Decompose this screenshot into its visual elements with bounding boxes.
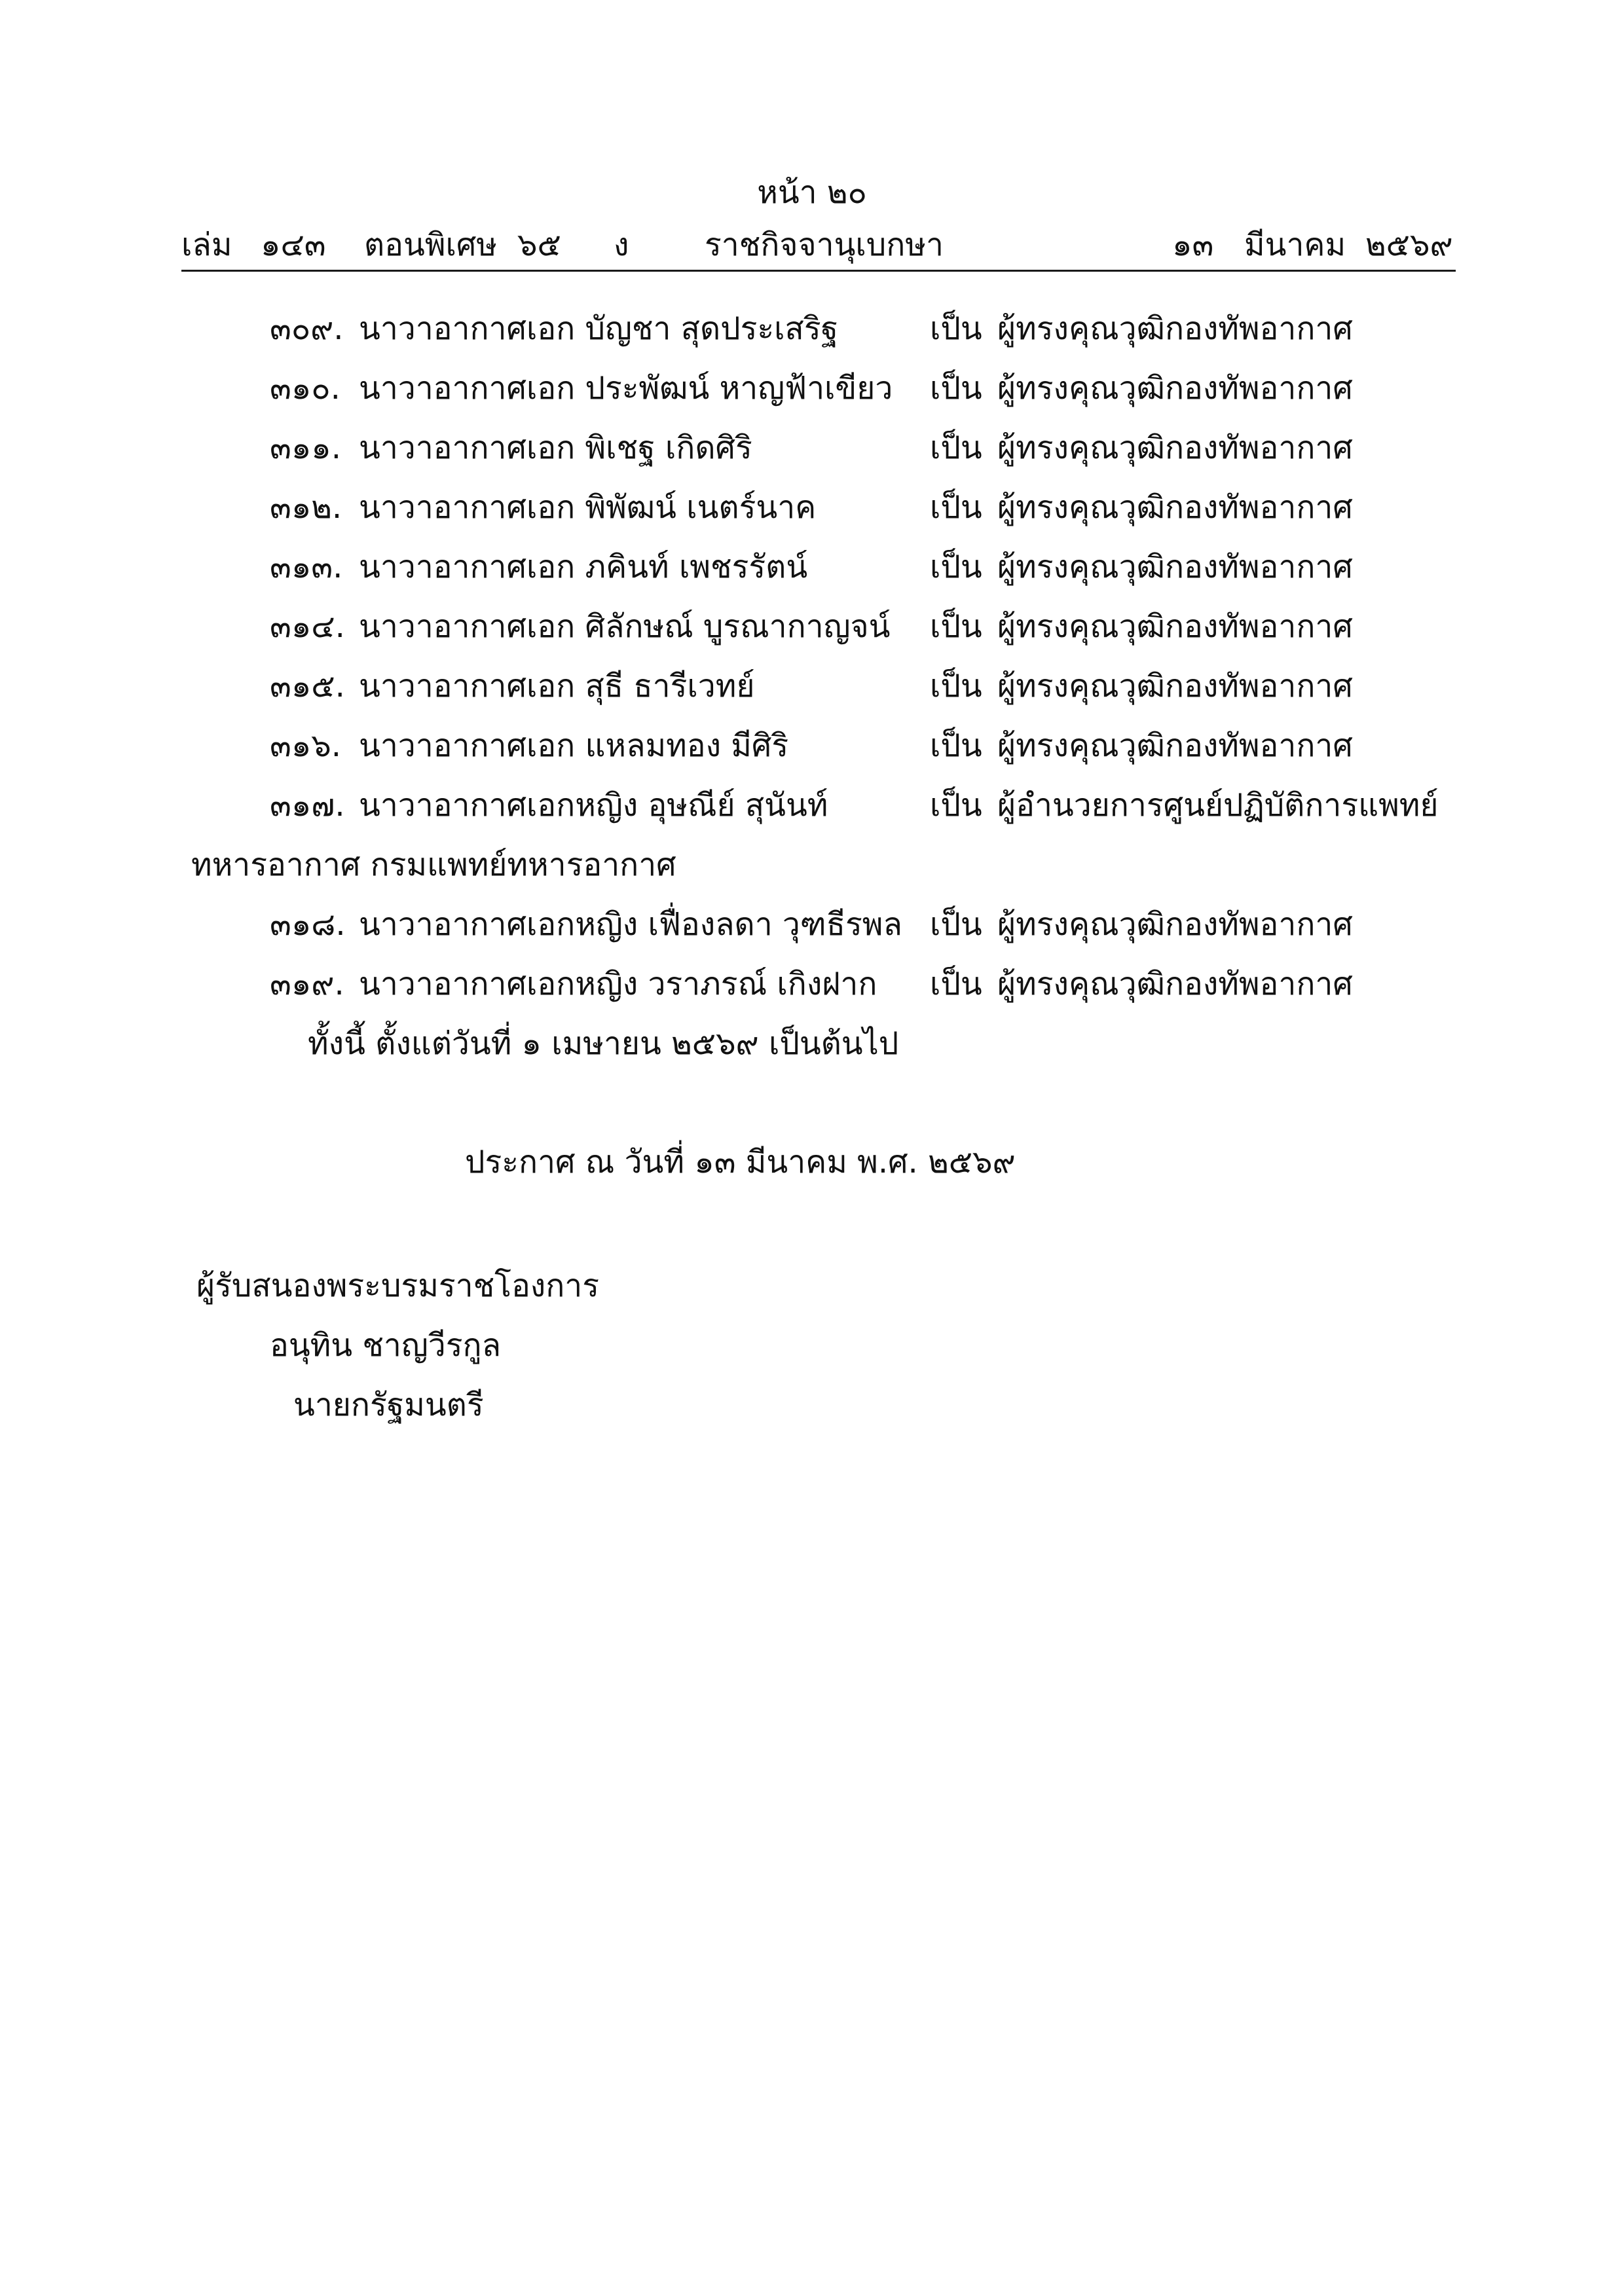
- header-date-month: มีนาคม: [1244, 227, 1346, 263]
- entry-as: เป็น: [930, 489, 982, 526]
- entry-position: ผู้ทรงคุณวุฒิกองทัพอากาศ: [997, 966, 1353, 1002]
- effective-date-clause: ทั้งนี้ ตั้งแต่วันที่ ๑ เมษายน ๒๕๖๙ เป็นต้นไป: [308, 1025, 899, 1062]
- entry-position: ผู้ทรงคุณวุฒิกองทัพอากาศ: [997, 549, 1353, 585]
- list-item: [0, 963, 1624, 1005]
- volume-label: เล่ม: [181, 227, 232, 263]
- section-letter: ง: [614, 227, 629, 263]
- entry-name: นาวาอากาศเอกหญิง อุษณีย์ สุนันท์: [359, 787, 828, 824]
- entry-name: นาวาอากาศเอกหญิง วราภรณ์ เกิงฝาก: [359, 966, 877, 1002]
- entry-position: ผู้อำนวยการศูนย์ปฏิบัติการแพทย์: [997, 787, 1439, 824]
- entry-position: ผู้ทรงคุณวุฒิกองทัพอากาศ: [997, 310, 1353, 347]
- entry-position: ผู้ทรงคุณวุฒิกองทัพอากาศ: [997, 608, 1353, 645]
- entry-number: ๓๑๑.: [270, 429, 342, 466]
- publication-name: ราชกิจจานุเบกษา: [705, 227, 944, 263]
- entry-number: ๓๑๔.: [270, 608, 345, 645]
- entry-number: ๓๑๙.: [270, 966, 344, 1002]
- entry-name: นาวาอากาศเอกหญิง เฟื่องลดา วุฑธีรพล: [359, 906, 902, 943]
- entry-continuation: ทหารอากาศ กรมแพทย์ทหารอากาศ: [191, 847, 676, 883]
- entry-name: นาวาอากาศเอก ศิลักษณ์ บูรณากาญจน์: [359, 608, 891, 645]
- entry-position: ผู้ทรงคุณวุฒิกองทัพอากาศ: [997, 489, 1353, 526]
- entry-number: ๓๑๓.: [270, 549, 343, 585]
- entry-number: ๓๑๖.: [270, 727, 342, 764]
- entry-as: เป็น: [930, 668, 982, 704]
- list-item: [0, 367, 1624, 409]
- entry-as: เป็น: [930, 370, 982, 407]
- list-item: [0, 784, 1624, 826]
- entry-position: ผู้ทรงคุณวุฒิกองทัพอากาศ: [997, 906, 1353, 943]
- entry-name: นาวาอากาศเอก พิเชฐ เกิดศิริ: [359, 429, 752, 466]
- entry-position: ผู้ทรงคุณวุฒิกองทัพอากาศ: [997, 429, 1353, 466]
- header-date-year: ๒๕๖๙: [1365, 227, 1453, 263]
- signatory-title: นายกรัฐมนตรี: [293, 1387, 484, 1423]
- list-item: [0, 308, 1624, 350]
- entry-name: นาวาอากาศเอก ประพัฒน์ หาญฟ้าเขียว: [359, 370, 893, 407]
- volume-number: ๑๔๓: [261, 227, 326, 263]
- entry-as: เป็น: [930, 787, 982, 824]
- entry-name: นาวาอากาศเอก แหลมทอง มีศิริ: [359, 727, 789, 764]
- list-item: [0, 725, 1624, 767]
- issue-label: ตอนพิเศษ: [364, 227, 497, 263]
- entry-position: ผู้ทรงคุณวุฒิกองทัพอากาศ: [997, 668, 1353, 704]
- entry-name: นาวาอากาศเอก สุธี ธารีเวทย์: [359, 668, 755, 704]
- issue-number: ๖๕: [517, 227, 561, 263]
- entry-as: เป็น: [930, 549, 982, 585]
- list-item: [0, 486, 1624, 528]
- entry-as: เป็น: [930, 310, 982, 347]
- list-item: [0, 606, 1624, 647]
- entry-as: เป็น: [930, 727, 982, 764]
- entry-as: เป็น: [930, 906, 982, 943]
- list-item: [0, 903, 1624, 945]
- entry-position: ผู้ทรงคุณวุฒิกองทัพอากาศ: [997, 727, 1353, 764]
- header-rule: [181, 270, 1456, 272]
- list-item: [0, 546, 1624, 588]
- list-item: [0, 665, 1624, 707]
- entry-as: เป็น: [930, 966, 982, 1002]
- entry-as: เป็น: [930, 608, 982, 645]
- entry-number: ๓๐๙.: [270, 310, 344, 347]
- countersign-line: ผู้รับสนองพระบรมราชโองการ: [196, 1267, 599, 1304]
- page-number: หน้า ๒๐: [757, 174, 867, 211]
- header-date-day: ๑๓: [1172, 227, 1214, 263]
- entry-name: นาวาอากาศเอก พิพัฒน์ เนตร์นาค: [359, 489, 817, 526]
- entry-as: เป็น: [930, 429, 982, 466]
- entry-number: ๓๑๘.: [270, 906, 346, 943]
- entry-number: ๓๑๕.: [270, 668, 345, 704]
- entry-number: ๓๑๐.: [270, 370, 341, 407]
- list-item: [0, 427, 1624, 469]
- entry-number: ๓๑๗.: [270, 787, 345, 824]
- entry-position: ผู้ทรงคุณวุฒิกองทัพอากาศ: [997, 370, 1353, 407]
- announcement-date: ประกาศ ณ วันที่ ๑๓ มีนาคม พ.ศ. ๒๕๖๙: [465, 1144, 1016, 1180]
- entry-name: นาวาอากาศเอก บัญชา สุดประเสริฐ: [359, 310, 839, 347]
- signatory-name: อนุทิน ชาญวีรกูล: [270, 1327, 501, 1364]
- entry-number: ๓๑๒.: [270, 489, 342, 526]
- entry-name: นาวาอากาศเอก ภคินท์ เพชรรัตน์: [359, 549, 808, 585]
